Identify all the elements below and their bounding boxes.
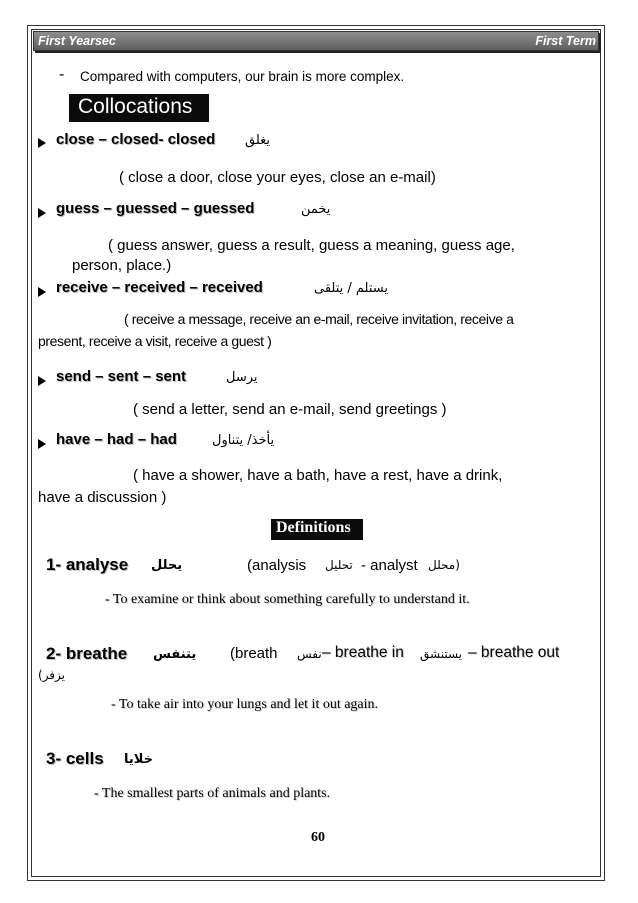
- definition-arabic: يحلل: [151, 558, 183, 573]
- collocation-examples: ( close a door, close your eyes, close an e-mail): [119, 169, 436, 186]
- collocation-examples-line1: ( receive a message, receive an e-mail, receive invitation, receive a: [124, 311, 514, 327]
- collocation-word: send – sent – sent: [56, 368, 187, 385]
- collocation-arabic: يغلق: [245, 133, 271, 148]
- definition-text: - To take air into your lungs and let it out again.: [111, 697, 379, 712]
- bullet-triangle-icon: [38, 284, 46, 302]
- collocation-word: receive – received – received: [56, 279, 263, 296]
- related-arabic-2: محلل): [428, 558, 460, 572]
- collocation-arabic: يأخذ/ يتناول: [212, 433, 275, 448]
- collocation-arabic: يخمن: [301, 202, 331, 217]
- collocation-arabic: يرسل: [226, 370, 258, 385]
- collocation-examples-line2: present, receive a visit, receive a guest ): [38, 333, 272, 349]
- related-arabic-1: تحليل: [325, 558, 353, 572]
- collocation-word: have – had – had: [56, 431, 177, 448]
- bullet-triangle-icon: [38, 373, 46, 391]
- collocation-examples: ( send a letter, send an e-mail, send greetings ): [133, 401, 447, 418]
- collocation-arabic: يستلم / يتلقى: [314, 281, 388, 296]
- definition-arabic: خلايا: [124, 752, 154, 767]
- definition-text: - The smallest parts of animals and plants.: [94, 786, 331, 801]
- intro-dash: -: [59, 66, 65, 83]
- bullet-triangle-icon: [38, 436, 46, 454]
- page-number: 60: [311, 830, 325, 845]
- collocation-word: guess – guessed – guessed: [56, 200, 255, 217]
- bullet-triangle-icon: [38, 135, 46, 153]
- related-arabic-2: يستنشق: [420, 647, 462, 661]
- definition-text: - To examine or think about something carefully to understand it.: [105, 592, 470, 607]
- related-end: – breathe out: [468, 644, 560, 661]
- collocation-examples-line1: ( have a shower, have a bath, have a rest, have a drink,: [133, 467, 503, 484]
- related-open: (analysis: [247, 557, 307, 574]
- definition-word: 1- analyse: [46, 555, 129, 574]
- intro-sentence: Compared with computers, our brain is more complex.: [80, 69, 405, 84]
- related-mid: – breathe in: [322, 644, 404, 661]
- page-border-inner: [31, 29, 601, 877]
- related-wrap: (يزفر: [38, 668, 66, 682]
- collocations-title: Collocations: [78, 95, 193, 118]
- bullet-triangle-icon: [38, 205, 46, 223]
- header-right-text: First Term: [535, 34, 596, 48]
- collocation-examples-line2: person, place.): [72, 257, 172, 274]
- definition-word: 2- breathe: [46, 644, 128, 663]
- header-bar: [33, 31, 599, 51]
- definition-word: 3- cells: [46, 749, 104, 768]
- related-arabic-1: نفس: [297, 647, 322, 661]
- collocation-examples-line1: ( guess answer, guess a result, guess a meaning, guess age,: [108, 237, 515, 254]
- definitions-title: Definitions: [276, 519, 351, 536]
- related-open: (breath: [230, 645, 278, 662]
- related-mid: - analyst: [361, 557, 418, 574]
- collocation-word: close – closed- closed: [56, 131, 216, 148]
- definition-arabic: يتنفس: [153, 647, 197, 662]
- collocation-examples-line2: have a discussion ): [38, 489, 167, 506]
- header-left-text: First Yearsec: [38, 34, 116, 48]
